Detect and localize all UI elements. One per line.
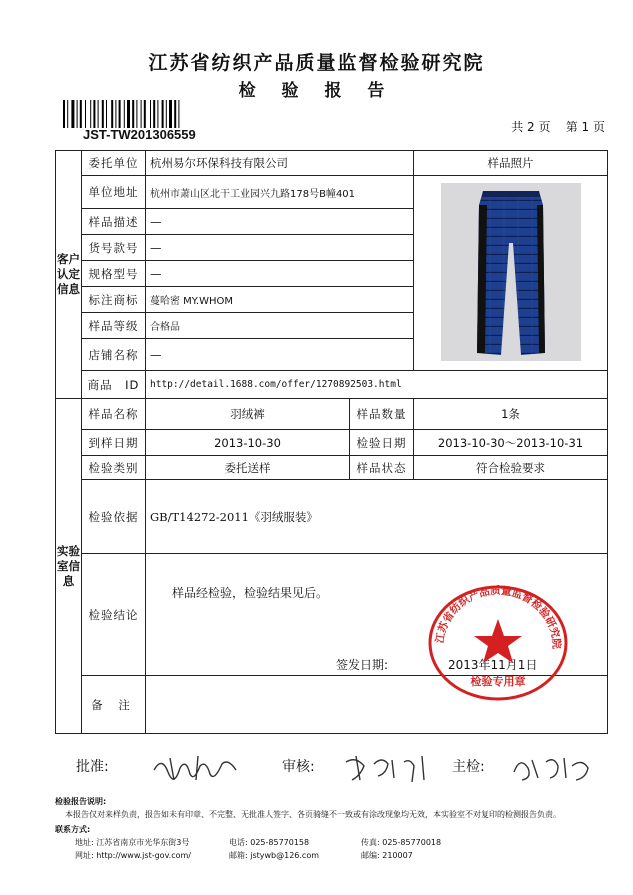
approve-label: 批准: xyxy=(76,759,109,775)
description-label: 样品描述 xyxy=(82,209,146,235)
sample-name-value: 羽绒裤 xyxy=(146,399,350,430)
address-label: 单位地址 xyxy=(82,176,146,209)
trademark-value: 蔓哈密 MY.WHOM xyxy=(146,287,414,313)
contact-title: 联系方式: xyxy=(55,825,91,834)
basis-label: 检验依据 xyxy=(82,480,146,554)
spec-value: — xyxy=(146,261,414,287)
address-value: 杭州市萧山区北干工业园兴九路178号B幢401 xyxy=(146,176,414,209)
category-value: 委托送样 xyxy=(146,456,350,480)
seal-star-icon xyxy=(474,619,522,663)
sample-photo xyxy=(414,176,608,371)
category-label: 检验类别 xyxy=(82,456,146,480)
client-section-heading: 客户认定信息 xyxy=(56,151,82,399)
website: 网址: http://www.jst-gov.com/ xyxy=(75,851,192,860)
conclusion-text: 样品经检验，检验结果见后。 xyxy=(172,586,329,600)
total-pages: 共 2 页 xyxy=(511,120,551,134)
postcode: 邮编: 210007 xyxy=(361,851,413,860)
current-page: 第 1 页 xyxy=(565,120,605,134)
product-id-value: http://detail.1688.com/offer/1270892503.html xyxy=(146,371,608,399)
barcode xyxy=(63,100,215,128)
quantity-label: 样品数量 xyxy=(350,399,414,430)
arrival-date-label: 到样日期 xyxy=(82,430,146,456)
document-title: 检 验 报 告 xyxy=(238,81,395,101)
chief-label: 主检: xyxy=(452,759,485,775)
signature-row xyxy=(70,752,610,782)
remarks-label: 备 注 xyxy=(82,676,146,734)
footer-notes xyxy=(55,795,615,862)
review-label: 审核: xyxy=(282,759,315,775)
quantity-value: 1条 xyxy=(414,399,608,430)
grade-label: 样品等级 xyxy=(82,313,146,339)
lab-section-heading: 实验室信息 xyxy=(56,399,82,734)
address: 地址: 江苏省南京市光华东街3号 xyxy=(75,838,190,847)
photo-label: 样品照片 xyxy=(414,151,608,176)
fax: 传真: 025-85770018 xyxy=(361,838,442,847)
report-number: JST-TW201306559 xyxy=(83,127,196,142)
reviewer-signature xyxy=(342,752,432,784)
conclusion-label: 检验结论 xyxy=(82,554,146,676)
shop-value: — xyxy=(146,339,414,371)
shop-label: 店铺名称 xyxy=(82,339,146,371)
description-value: — xyxy=(146,209,414,235)
state-value: 符合检验要求 xyxy=(414,456,608,480)
notes-title: 检验报告说明: xyxy=(55,797,107,806)
arrival-date-value: 2013-10-30 xyxy=(146,430,350,456)
spec-label: 规格型号 xyxy=(82,261,146,287)
client-value: 杭州易尔环保科技有限公司 xyxy=(146,151,414,176)
notes-text: 本报告仅对来样负责，报告如未有印章、不完整、无批准人签字、各页骑缝不一致或有涂改现象均无效，本实验室不对复印的检测报告负责。 xyxy=(65,810,561,819)
trademark-label: 标注商标 xyxy=(82,287,146,313)
issue-date-label: 签发日期: xyxy=(336,658,389,672)
seal-ring-text: 江苏省纺织产品质量监督检验研究院 xyxy=(433,584,563,650)
contact-line-2 xyxy=(55,849,615,862)
approver-signature xyxy=(150,752,240,784)
issue-date-value: 2013年11月1日 xyxy=(448,658,538,672)
official-seal xyxy=(425,583,570,701)
test-date-label: 检验日期 xyxy=(350,430,414,456)
sample-name-label: 样品名称 xyxy=(82,399,146,430)
email: 邮箱: jstywb@126.com xyxy=(229,851,320,860)
item-number-label: 货号款号 xyxy=(82,235,146,261)
phone: 电话: 025-85770158 xyxy=(229,838,310,847)
page-counter xyxy=(511,118,605,135)
grade-value: 合格品 xyxy=(146,313,414,339)
seal-bottom-text: 检验专用章 xyxy=(470,675,526,688)
contact-line-1 xyxy=(55,836,615,849)
basis-value: GB/T14272-2011《羽绒服装》 xyxy=(146,480,608,554)
item-number-value: — xyxy=(146,235,414,261)
pants-image xyxy=(441,183,581,361)
state-label: 样品状态 xyxy=(350,456,414,480)
product-id-label: 商品 ID xyxy=(82,371,146,399)
chief-signature xyxy=(510,752,600,784)
institute-name: 江苏省纺织产品质量监督检验研究院 xyxy=(148,52,485,74)
test-date-value: 2013-10-30～2013-10-31 xyxy=(414,430,608,456)
client-label: 委托单位 xyxy=(82,151,146,176)
